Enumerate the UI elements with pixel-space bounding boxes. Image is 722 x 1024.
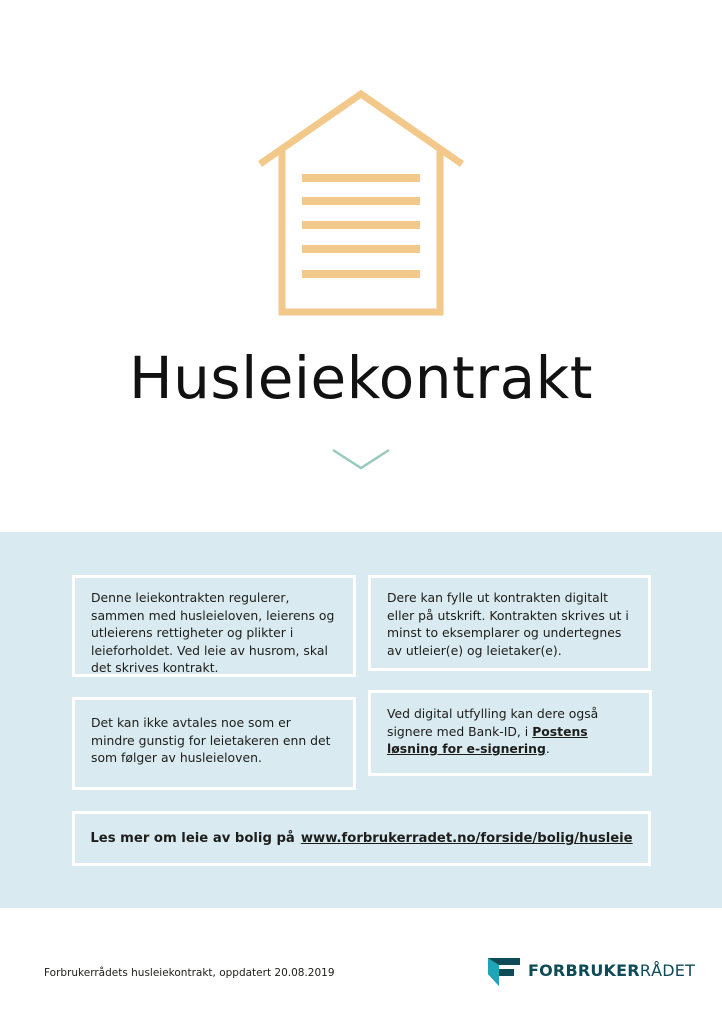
logo-word-light: RÅDET [639,960,696,980]
info-box-e-signing [368,690,652,776]
read-more-text: Les mer om leie av bolig på [90,830,295,846]
chevron-down-icon[interactable] [330,446,392,472]
info-text-tenant-protection: Det kan ikke avtales noe som er mindre gunstig for leietakeren enn det som følger av husleieloven. [91,715,331,765]
logo-wordmark [528,961,695,980]
info-text-digital-fill: Dere kan fylle ut kontrakten digitalt eller på utskrift. Kontrakten skrives ut i minst to eksemplarer og undertegnes av utleier(e) og leietaker(e). [387,590,629,658]
info-box-read-more [72,811,651,866]
info-box-regulation [72,575,356,677]
forbrukerradet-logo[interactable] [486,950,696,990]
info-text-e-signing [387,705,633,758]
info-box-tenant-protection [72,697,356,790]
e-signing-period: . [545,741,550,756]
forbrukerradet-logo-mark [486,952,522,988]
e-signing-link[interactable]: Postens løsning for e-signering [387,723,588,756]
logo-word-bold: FORBRUKER [528,960,640,980]
footer-version-text: Forbrukerrådets husleiekontrakt, oppdatert 20.08.2019 [44,967,335,979]
e-signing-text: Ved digital utfylling kan dere også signere med Bank-ID, i [387,706,599,739]
info-box-digital-fill [368,575,651,671]
husleie-url-link[interactable]: www.forbrukerradet.no/forside/bolig/husleie [300,830,633,846]
info-text-regulation: Denne leiekontrakten regulerer, sammen med husleieloven, leierens og utleierens rettigheter og plikter i leieforholdet. Ved leie av husrom, skal det skrives kontrakt. [91,590,335,675]
house-illustration [256,86,466,318]
page-title: Husleiekontrakt [129,344,593,412]
